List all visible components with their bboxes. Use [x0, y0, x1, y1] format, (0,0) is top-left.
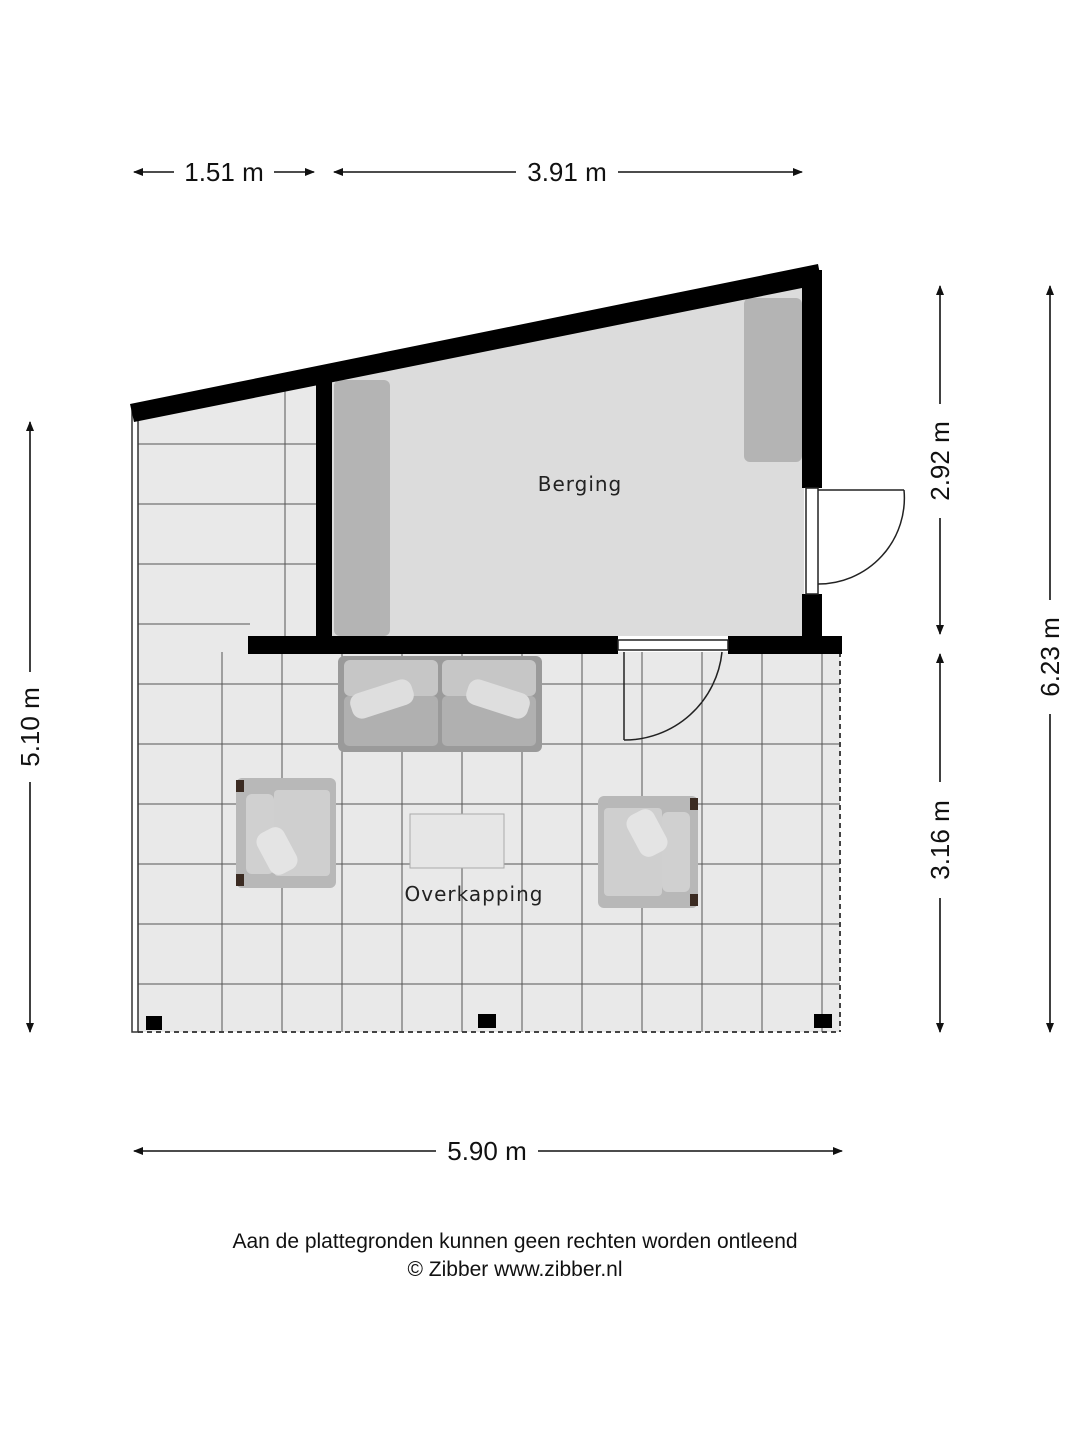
shelf-left: [334, 380, 390, 636]
wall-inner-left: [316, 380, 332, 642]
wall-right-lower: [802, 594, 822, 642]
dim-label-top-right: 3.91 m: [527, 157, 607, 187]
dim-label-bottom: 5.90 m: [447, 1136, 527, 1166]
door-berging-right: [806, 488, 904, 594]
sofa: [338, 656, 542, 752]
wall-right-upper: [802, 270, 822, 488]
dim-label-right-total: 6.23 m: [1035, 617, 1065, 697]
post-right: [814, 1014, 832, 1028]
wall-bottom-right: [728, 636, 842, 654]
coffee-table: [410, 814, 504, 868]
dim-label-top-left: 1.51 m: [184, 157, 264, 187]
dim-label-right-lower: 3.16 m: [925, 800, 955, 880]
armchair-right: [598, 796, 698, 908]
room-label-overkapping: Overkapping: [404, 882, 544, 906]
berging-floor: [332, 286, 804, 636]
room-label-berging: Berging: [537, 472, 623, 496]
post-middle: [478, 1014, 496, 1028]
glass-wall-left: [132, 410, 138, 1032]
armchair-left: [236, 778, 336, 888]
post-left: [146, 1016, 162, 1030]
shelf-right: [744, 298, 802, 462]
dim-label-right-upper: 2.92 m: [925, 421, 955, 501]
disclaimer-text: Aan de plattegronden kunnen geen rechten worden ontleend: [232, 1230, 798, 1253]
dim-label-left: 5.10 m: [15, 687, 45, 767]
copyright-text: © Zibber www.zibber.nl: [407, 1258, 623, 1281]
wall-bottom-left: [248, 636, 618, 654]
